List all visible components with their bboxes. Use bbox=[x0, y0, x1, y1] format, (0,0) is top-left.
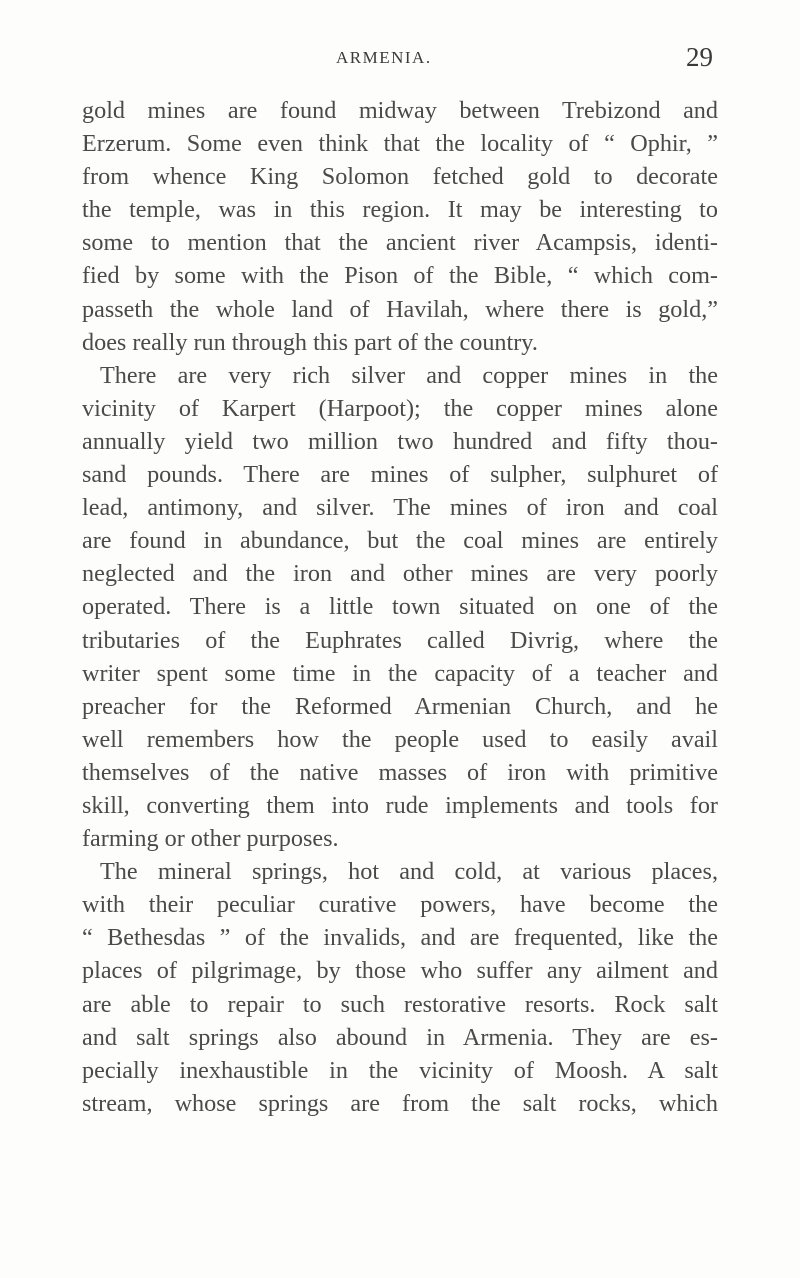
text-line: skill, converting them into rude implements and tools for bbox=[82, 791, 718, 819]
text-line: farming or other purposes. bbox=[82, 825, 339, 853]
text-line: and salt springs also abound in Armenia. They are es- bbox=[82, 1023, 718, 1051]
text-line: the temple, was in this region. It may be interesting to bbox=[82, 196, 718, 224]
text-line: are found in abundance, but the coal mines are entirely bbox=[82, 527, 718, 555]
body-text bbox=[82, 94, 718, 1120]
text-line: fied by some with the Pison of the Bible, “ which com- bbox=[82, 262, 718, 290]
text-line: pecially inexhaustible in the vicinity of Moosh. A salt bbox=[82, 1056, 718, 1084]
running-title: ARMENIA. bbox=[336, 48, 432, 67]
text-line: well remembers how the people used to easily avail bbox=[82, 725, 718, 753]
text-line: passeth the whole land of Havilah, where there is gold,” bbox=[82, 295, 718, 323]
text-line: does really run through this part of the country. bbox=[82, 328, 538, 356]
text-line: sand pounds. There are mines of sulpher, sulphuret of bbox=[82, 461, 718, 489]
text-line: tributaries of the Euphrates called Divrig, where the bbox=[82, 626, 718, 654]
text-line: operated. There is a little town situated on one of the bbox=[82, 593, 718, 621]
text-line: There are very rich silver and copper mines in the bbox=[100, 361, 718, 389]
text-line: annually yield two million two hundred and fifty thou- bbox=[82, 427, 718, 455]
page-number: 29 bbox=[686, 42, 713, 72]
text-line: some to mention that the ancient river Acampsis, identi- bbox=[82, 229, 718, 257]
text-line: writer spent some time in the capacity of a teacher and bbox=[82, 659, 718, 687]
text-line: places of pilgrimage, by those who suffer any ailment and bbox=[82, 957, 718, 985]
running-head bbox=[0, 42, 800, 72]
text-line: “ Bethesdas ” of the invalids, and are frequented, like the bbox=[82, 924, 718, 952]
text-line: with their peculiar curative powers, have become the bbox=[82, 891, 718, 919]
text-line: vicinity of Karpert (Harpoot); the copper mines alone bbox=[82, 394, 718, 422]
text-line: lead, antimony, and silver. The mines of iron and coal bbox=[82, 494, 718, 522]
text-line: from whence King Solomon fetched gold to decorate bbox=[82, 163, 718, 191]
text-line: Erzerum. Some even think that the locality of “ Ophir, ” bbox=[82, 130, 718, 158]
text-line: stream, whose springs are from the salt rocks, which bbox=[82, 1089, 718, 1117]
text-line: neglected and the iron and other mines are very poorly bbox=[82, 560, 718, 588]
text-line: preacher for the Reformed Armenian Church, and he bbox=[82, 692, 718, 720]
text-line: are able to repair to such restorative resorts. Rock salt bbox=[82, 990, 718, 1018]
text-line: The mineral springs, hot and cold, at various places, bbox=[100, 858, 718, 886]
text-line: gold mines are found midway between Trebizond and bbox=[82, 97, 718, 124]
text-line: themselves of the native masses of iron with primitive bbox=[82, 758, 718, 786]
